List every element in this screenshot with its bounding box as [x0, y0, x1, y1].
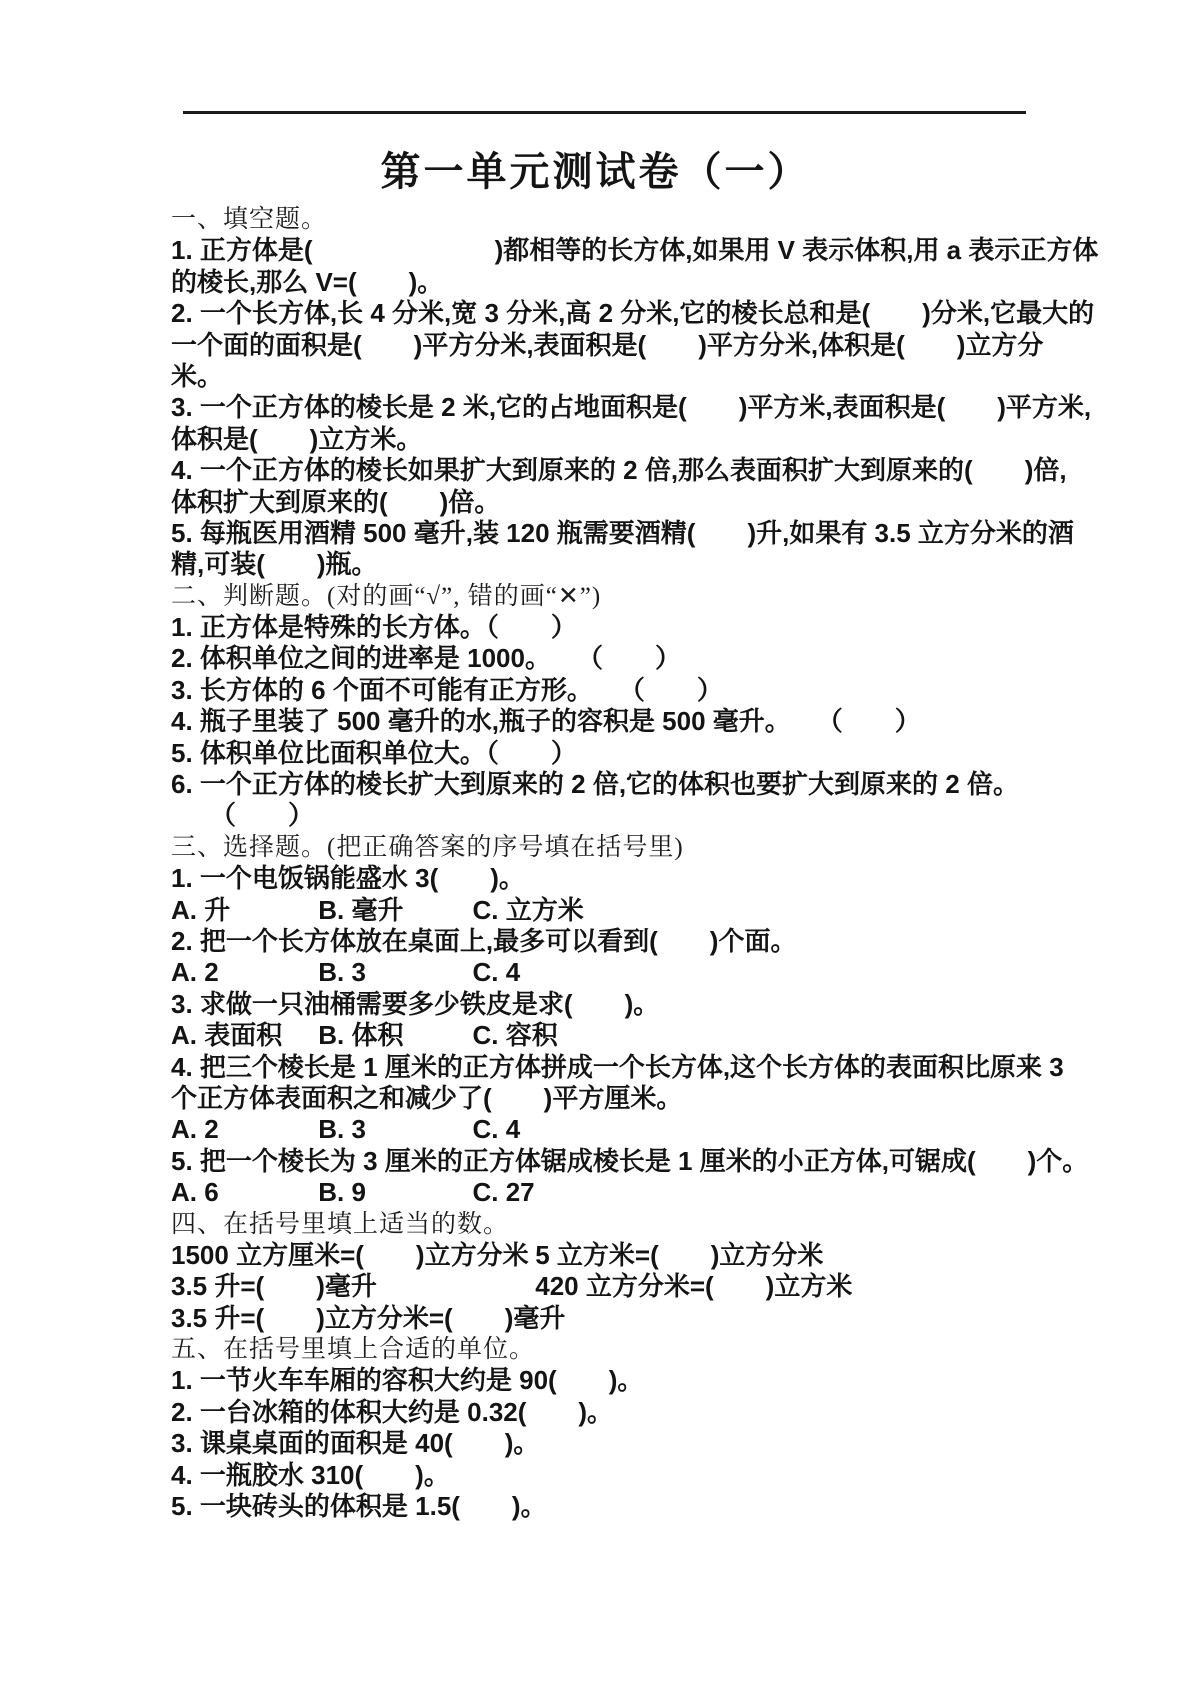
- question-line: 米。: [171, 360, 224, 391]
- conversion-left: 3.5 升=( )毫升: [171, 1271, 377, 1302]
- question-line: 一个面的面积是( )平方分米,表面积是( )平方分米,体积是( )立方分: [171, 329, 1044, 360]
- choice-a: A. 2: [171, 957, 219, 988]
- answer-bracket-line: （ ）: [171, 800, 315, 831]
- conversion-row: 3.5 升=( )立方分米=( )毫升: [171, 1302, 566, 1333]
- choice-b: B. 体积: [318, 1020, 404, 1051]
- question-line: 5. 每瓶医用酒精 500 毫升,装 120 瓶需要酒精( )升,如果有 3.5 立方分米的酒: [171, 517, 1074, 548]
- choice-row: [171, 1020, 1041, 1051]
- choice-b: B. 毫升: [318, 894, 404, 925]
- section-heading: 二、判断题。(对的画“√”, 错的画“✕”): [171, 582, 602, 610]
- choice-row: [171, 1114, 1041, 1145]
- choice-row: [171, 1177, 1041, 1208]
- choice-a: A. 表面积: [171, 1020, 283, 1051]
- question-line: 4. 一瓶胶水 310( )。: [171, 1459, 450, 1490]
- top-divider-rule: [183, 111, 1026, 114]
- question-line: 5. 一块砖头的体积是 1.5( )。: [171, 1491, 547, 1522]
- choice-a: A. 升: [171, 894, 231, 925]
- choice-row: [171, 895, 1041, 926]
- question-line: 体积扩大到原来的( )倍。: [171, 486, 501, 517]
- question-line: 3. 长方体的 6 个面不可能有正方形。 （ ）: [171, 674, 723, 705]
- question-line: 4. 把三个棱长是 1 厘米的正方体拼成一个长方体,这个长方体的表面积比原来 3: [171, 1051, 1064, 1082]
- question-line: 5. 体积单位比面积单位大。（ ）: [171, 737, 577, 768]
- section-heading: 三、选择题。(把正确答案的序号填在括号里): [171, 833, 684, 861]
- choice-c: C. 立方米: [472, 894, 584, 925]
- section-unit-conversion: [171, 1209, 1041, 1335]
- conversion-right: 420 立方分米=( )立方米: [535, 1271, 853, 1302]
- choice-b: B. 3: [318, 957, 366, 988]
- question-line: 3. 一个正方体的棱长是 2 米,它的占地面积是( )平方米,表面积是( )平方米,: [171, 392, 1092, 423]
- choice-c: C. 4: [472, 1114, 521, 1145]
- conversion-left: 1500 立方厘米=( )立方分米: [171, 1239, 529, 1270]
- question-line: 2. 体积单位之间的进率是 1000。 （ ）: [171, 643, 681, 674]
- question-line: 1. 一个电饭锅能盛水 3( )。: [171, 863, 525, 894]
- section-fill-in-blanks: [171, 204, 1099, 581]
- question-line: 5. 把一个棱长为 3 厘米的正方体锯成棱长是 1 厘米的小正方体,可锯成( )个。: [171, 1145, 1089, 1176]
- conversion-row: [171, 1240, 1041, 1271]
- section-heading: 四、在括号里填上适当的数。: [171, 1210, 510, 1238]
- conversion-right: 5 立方米=( )立方分米: [535, 1239, 824, 1270]
- paper-body: [171, 204, 1099, 1522]
- question-line: 4. 一个正方体的棱长如果扩大到原来的 2 倍,那么表面积扩大到原来的( )倍,: [171, 455, 1067, 486]
- question-line: 4. 瓶子里装了 500 毫升的水,瓶子的容积是 500 毫升。 （ ）: [171, 706, 921, 737]
- section-multiple-choice: [171, 832, 1089, 1209]
- question-line: 1. 一节火车车厢的容积大约是 90( )。: [171, 1365, 644, 1396]
- choice-c: C. 4: [472, 957, 521, 988]
- question-line: 1. 正方体是特殊的长方体。（ ）: [171, 612, 577, 643]
- question-line: 1. 正方体是( )都相等的长方体,如果用 V 表示体积,用 a 表示正方体: [171, 235, 1099, 266]
- question-line: 3. 求做一只油桶需要多少铁皮是求( )。: [171, 988, 660, 1019]
- question-line: 个正方体表面积之和减少了( )平方厘米。: [171, 1082, 683, 1113]
- choice-c: C. 27: [472, 1177, 535, 1208]
- choice-c: C. 容积: [472, 1020, 558, 1051]
- page-title: 第一单元测试卷（一）: [380, 149, 811, 194]
- question-line: 6. 一个正方体的棱长扩大到原来的 2 倍,它的体积也要扩大到原来的 2 倍。: [171, 769, 1019, 800]
- choice-row: [171, 957, 1041, 988]
- question-line: 3. 课桌桌面的面积是 40( )。: [171, 1428, 540, 1459]
- question-line: 2. 把一个长方体放在桌面上,最多可以看到( )个面。: [171, 925, 797, 956]
- section-suitable-units: [171, 1334, 1041, 1522]
- question-line: 2. 一个长方体,长 4 分米,宽 3 分米,高 2 分米,它的棱长总和是( )分米,它最大的: [171, 298, 1095, 329]
- section-true-false: [171, 581, 1041, 832]
- question-line: 精,可装( )瓶。: [171, 549, 378, 580]
- section-heading: 五、在括号里填上合适的单位。: [171, 1336, 536, 1364]
- question-line: 2. 一台冰箱的体积大约是 0.32( )。: [171, 1396, 614, 1427]
- question-line: 体积是( )立方米。: [171, 423, 423, 454]
- choice-b: B. 3: [318, 1114, 366, 1145]
- question-line: 的棱长,那么 V=( )。: [171, 266, 444, 297]
- section-heading: 一、填空题。: [171, 206, 328, 233]
- choice-a: A. 6: [171, 1177, 219, 1208]
- conversion-row: [171, 1271, 1041, 1302]
- choice-b: B. 9: [318, 1177, 366, 1208]
- choice-a: A. 2: [171, 1114, 219, 1145]
